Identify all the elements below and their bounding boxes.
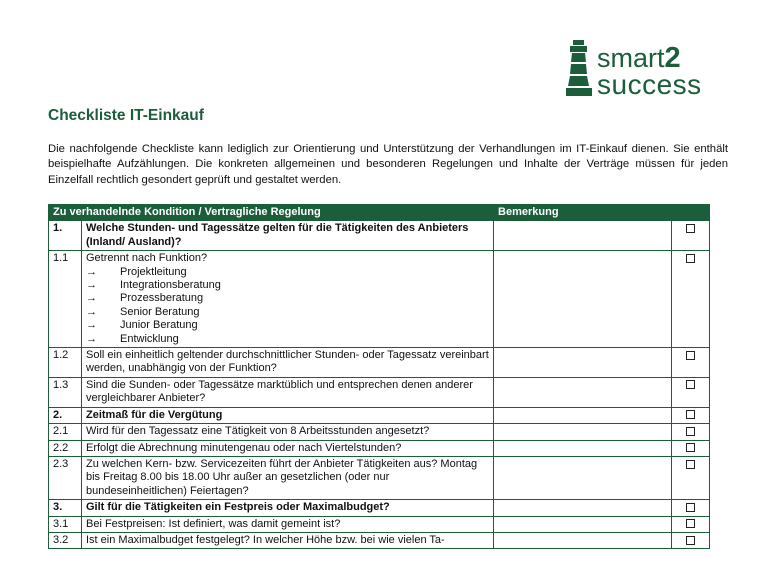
sub-item-label: Senior Beratung (120, 305, 200, 318)
row-text: Gilt für die Tätigkeiten ein Festpreis oder Maximalbudget? (86, 501, 390, 514)
checkbox-icon[interactable] (686, 410, 695, 419)
row-text-cell (82, 440, 494, 456)
remark-cell[interactable] (494, 500, 672, 516)
checklist-table (48, 204, 710, 549)
table-row (49, 407, 710, 423)
arrow-icon: → (86, 319, 97, 332)
checkbox-icon[interactable] (686, 536, 695, 545)
table-row (49, 456, 710, 499)
arrow-icon: → (86, 265, 97, 278)
checkbox-icon[interactable] (686, 224, 695, 233)
row-text-cell (82, 516, 494, 532)
row-text-cell (82, 348, 494, 378)
row-number: 1. (49, 221, 82, 251)
check-cell (672, 377, 710, 407)
arrow-icon: → (86, 332, 97, 345)
check-cell (672, 532, 710, 548)
sub-item (86, 333, 489, 346)
row-text: Sind die Sunden- oder Tagessätze marktüblich und entsprechen denen anderer vergleichbarer Anbieter? (86, 378, 473, 405)
row-text: Ist ein Maximalbudget festgelegt? In welcher Höhe bzw. bei wie vielen Ta- (86, 533, 445, 546)
row-number: 1.3 (49, 377, 82, 407)
row-text: Getrennt nach Funktion? (86, 252, 208, 265)
check-cell (672, 424, 710, 440)
checkbox-icon[interactable] (686, 443, 695, 452)
row-number: 1.1 (49, 251, 82, 348)
row-number: 1.2 (49, 348, 82, 378)
row-text-cell (82, 377, 494, 407)
table-header-row (49, 205, 710, 221)
row-text: Zu welchen Kern- bzw. Servicezeiten führt der Anbieter Tätigkeiten aus? Montag bis Freitag 8.00 bis 18.00 Uhr außer an gesetzlichen (oder nur bundeseinheitlichen) Feiertagen? (86, 457, 478, 497)
sub-item (86, 306, 489, 319)
checkbox-icon[interactable] (686, 380, 695, 389)
checkbox-icon[interactable] (686, 254, 695, 263)
check-cell (672, 251, 710, 348)
table-row (49, 440, 710, 456)
row-text: Welche Stunden- und Tagessätze gelten für die Tätigkeiten des Anbieters (Inland/ Ausland)? (86, 222, 469, 248)
check-cell (672, 348, 710, 378)
row-number: 2.1 (49, 424, 82, 440)
check-cell (672, 407, 710, 423)
checkbox-icon[interactable] (686, 351, 695, 360)
table-row (49, 348, 710, 378)
header-remark: Bemerkung (494, 205, 672, 221)
remark-cell[interactable] (494, 424, 672, 440)
logo-wordmark-top: smart2 (597, 42, 681, 74)
sub-item-label: Junior Beratung (120, 319, 198, 332)
remark-cell[interactable] (494, 440, 672, 456)
table-row (49, 500, 710, 516)
checkbox-icon[interactable] (686, 503, 695, 512)
table-row (49, 532, 710, 548)
row-text: Wird für den Tagessatz eine Tätigkeit von 8 Arbeitsstunden angesetzt? (86, 425, 430, 438)
check-cell (672, 221, 710, 251)
check-cell (672, 456, 710, 499)
logo-wordmark-bottom: success (597, 69, 702, 100)
row-text-cell (82, 424, 494, 440)
table-row (49, 377, 710, 407)
sub-item-label: Prozessberatung (120, 292, 204, 305)
row-number: 3.2 (49, 532, 82, 548)
row-text-cell (82, 456, 494, 499)
lighthouse-icon (566, 40, 594, 96)
remark-cell[interactable] (494, 221, 672, 251)
header-condition: Zu verhandelnde Kondition / Vertragliche Regelung (49, 205, 494, 221)
sub-item (86, 319, 489, 332)
row-number: 3. (49, 500, 82, 516)
remark-cell[interactable] (494, 516, 672, 532)
table-row (49, 424, 710, 440)
row-text: Zeitmaß für die Vergütung (86, 408, 223, 421)
remark-cell[interactable] (494, 377, 672, 407)
row-text-cell (82, 532, 494, 548)
row-number: 2.3 (49, 456, 82, 499)
table-row (49, 516, 710, 532)
remark-cell[interactable] (494, 532, 672, 548)
checkbox-icon[interactable] (686, 427, 695, 436)
check-cell (672, 516, 710, 532)
intro-paragraph: Die nachfolgende Checkliste kann lediglich zur Orientierung und Unterstützung der Verhandlungen im IT-Einkauf dienen. Sie enthält beispielhafte Aufzählungen. Die konkreten allgemeinen und besonderen Regelungen und Inhalte der Verträge müssen für jeden Einzelfall rechtlich gesondert geprüft und gestaltet werden. (48, 143, 728, 186)
arrow-icon: → (86, 279, 97, 292)
remark-cell[interactable] (494, 348, 672, 378)
arrow-icon: → (86, 305, 97, 318)
remark-cell[interactable] (494, 251, 672, 348)
row-text: Soll ein einheitlich geltender durchschnittlicher Stunden- oder Tagessatz vereinbart werden, unabhängig von der Funktion? (86, 349, 489, 375)
check-cell (672, 500, 710, 516)
logo (566, 38, 726, 100)
remark-cell[interactable] (494, 456, 672, 499)
table-row (49, 221, 710, 251)
arrow-icon: → (86, 292, 97, 305)
remark-cell[interactable] (494, 407, 672, 423)
sub-item-label: Entwicklung (120, 332, 179, 345)
checkbox-icon[interactable] (686, 460, 695, 469)
row-text-cell (82, 251, 494, 348)
sub-item (86, 279, 489, 292)
sub-item (86, 266, 489, 279)
check-cell (672, 440, 710, 456)
sub-item (86, 292, 489, 305)
page-title: Checkliste IT-Einkauf (48, 107, 204, 124)
row-text: Bei Festpreisen: Ist definiert, was damit gemeint ist? (86, 517, 341, 530)
row-text-cell (82, 500, 494, 516)
row-number: 2.2 (49, 440, 82, 456)
checkbox-icon[interactable] (686, 519, 695, 528)
header-check (672, 205, 710, 221)
row-text-cell (82, 407, 494, 423)
table-row (49, 251, 710, 348)
sub-item-label: Projektleitung (120, 265, 187, 278)
sub-item-label: Integrationsberatung (120, 279, 221, 292)
row-text: Erfolgt die Abrechnung minutengenau oder nach Viertelstunden? (86, 441, 402, 454)
row-text-cell (82, 221, 494, 251)
row-number: 3.1 (49, 516, 82, 532)
row-number: 2. (49, 407, 82, 423)
